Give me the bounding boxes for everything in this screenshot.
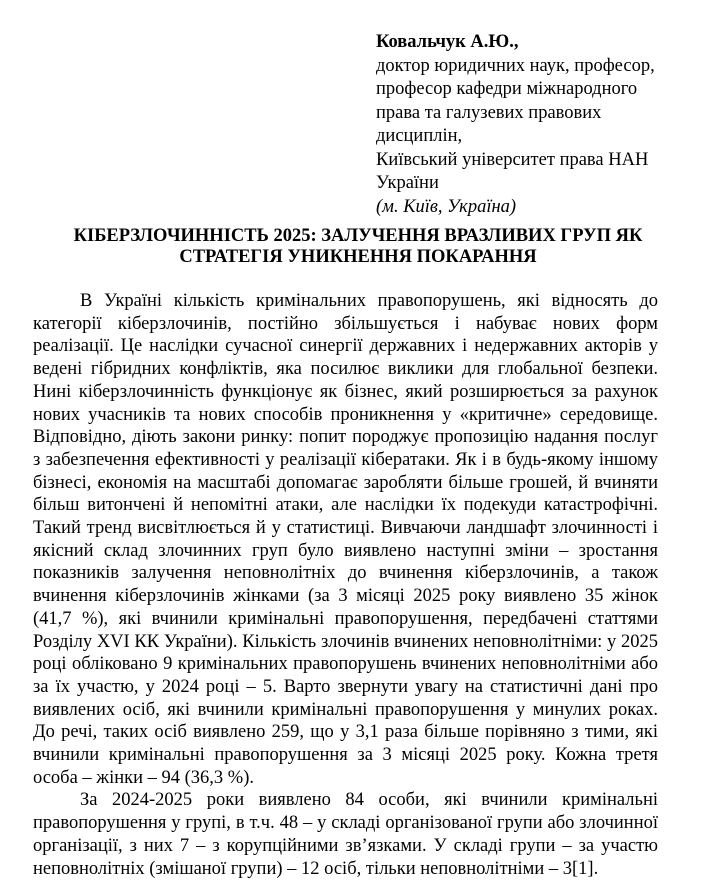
paragraph: В Україні кількість кримінальних правопорушень, які відносять до категорії кіберзлочинів, постійно збільшується і набуває нових форм реалізації. Це наслідки сучасної синергії державних і недержавних акторів у ведені гібридних конфліктів, яка посилює виклики для глобальної безпеки. Нині кіберзлочинність функціонує як бізнес, який розширюється за рахунок нових учасників та нових способів проникнення у «критичне» середовище. Відповідно, діють закони ринку: попит породжує пропозицію надання послуг з забезпечення ефективності у реалізації кібератаки. Як і в будь-якому іншому бізнесі, економія на масштабі допомагає заробляти більше грошей, й вчиняти більш витончені й непомітні атаки, але наслідки їх подекуди катастрофічні. Такий тренд висвітлюється й у статистиці. Вивчаючи ландшафт злочинності і якісний склад злочинних груп було виявлено наступні зміни – зростання показників залучення неповнолітніх до вчинення кіберзлочинів, а також вчинення кіберзлочинів жінками (за 3 місяці 2025 року виявлено 35 жінок (41,7 %), які вчинили кримінальні правопорушення, передбачені статтями Розділу XVI КК України). Кількість злочинів вчинених неповнолітніми: у 2025 році обліковано 9 кримінальних правопорушень вчинених неповнолітніми або за їх участю, у 2024 році – 5. Варто звернути увагу на статистичні дані про виявлених осіб, які вчинили кримінальні правопорушення у минулих роках. До речі, таких осіб виявлено 259, що у 3,1 раза більше порівняно з тими, які вчинили кримінальні правопорушення за 3 місяці 2025 року. Кожна третя особа – жінки – 94 (36,3 %).: [33, 291, 658, 788]
title-line-2: СТРАТЕГІЯ УНИКНЕННЯ ПОКАРАННЯ: [179, 247, 537, 267]
author-degree: доктор юридичних наук, професор,: [376, 55, 655, 76]
author-name: Ковальчук А.Ю.,: [376, 32, 519, 52]
author-block: [376, 31, 676, 219]
title-line-1: КІБЕРЗЛОЧИННІСТЬ 2025: ЗАЛУЧЕННЯ ВРАЗЛИВИХ ГРУП ЯК: [73, 226, 643, 246]
author-position: професор кафедри міжнародного права та галузевих правових дисциплін,: [376, 79, 638, 146]
author-location: (м. Київ, Україна): [376, 196, 517, 217]
body-text: [33, 290, 658, 880]
paper-title: [20, 226, 696, 268]
paragraph: За 2024-2025 роки виявлено 84 особи, які вчинили кримінальні правопорушення у групі, в т.ч. 48 – у складі організованої групи або злочинної організації, з них 7 – з корупційними зв’язками. У складі групи – за участю неповнолітніх (змішаної групи) – 12 осіб, тільки неповнолітніми – 3[1].: [33, 790, 658, 879]
author-institution: Київський університет права НАН України: [376, 149, 649, 193]
